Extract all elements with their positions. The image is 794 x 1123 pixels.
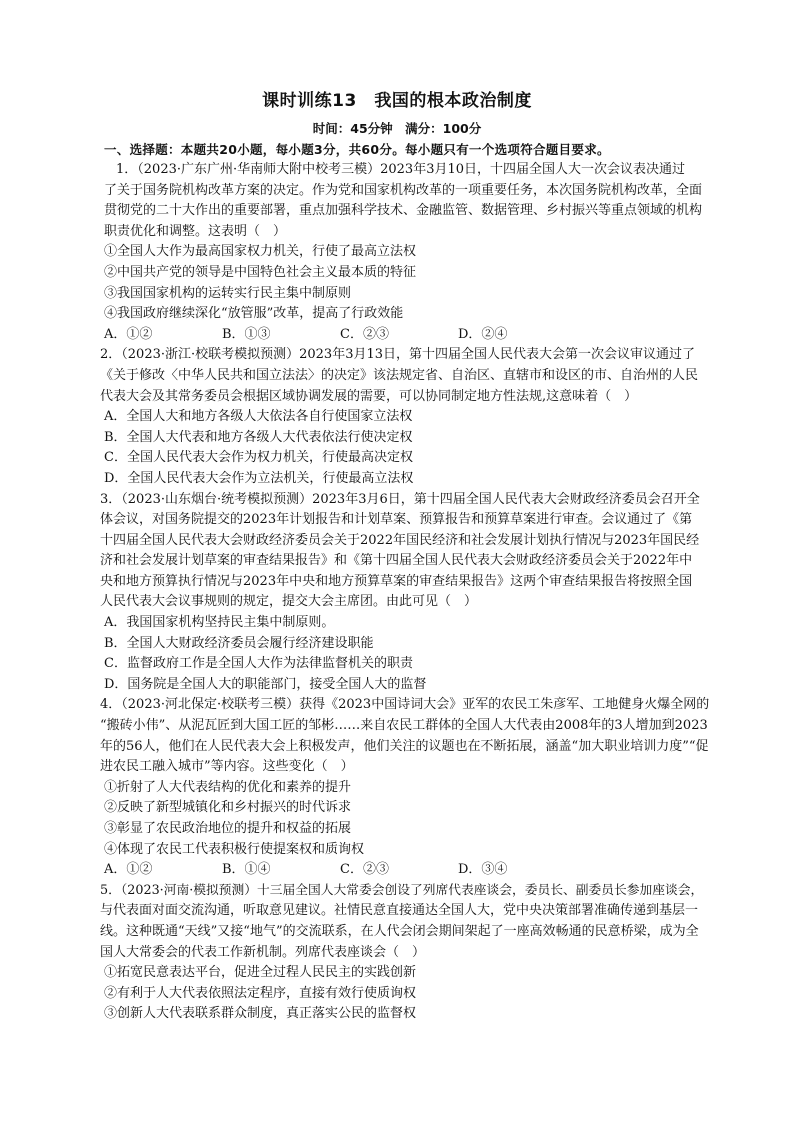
question-stem-line: 人民代表大会议事规则的规定，提交大会主席团。由此可见（ ）	[100, 594, 478, 610]
option-b: B．全国人大财政经济委员会履行经济建设职能	[104, 635, 374, 651]
question-stem-line: 4．（2023·河北保定·校联考三模）获得《2023中国诗词大会》亚军的农民工朱彦军、工地健身火爆全网的	[100, 697, 710, 713]
question-stem-line: 央和地方预算执行情况与2023年中央和地方预算草案的审查结果报告》这两个审查结果报告将按照全国	[100, 573, 693, 589]
statement-item: ③彰显了农民政治地位的提升和权益的拓展	[104, 821, 352, 836]
option-a: A．全国人大和地方各级人大依法各自行使国家立法权	[104, 409, 413, 425]
option-d: D．全国人民代表大会作为立法机关，行使最高立法权	[104, 470, 414, 486]
choice-d: D．②④	[458, 326, 508, 342]
statement-item: ②反映了新型城镇化和乡村振兴的时代诉求	[104, 800, 352, 816]
choice-c: C．②③	[340, 862, 389, 878]
question-stem-line: 十四届全国人民代表大会财政经济委员会关于2022年国民经济和社会发展计划执行情况与2023年国民经	[100, 532, 700, 548]
option-b: B．全国人大代表和地方各级人大代表依法行使决定权	[104, 429, 413, 445]
statement-item: ②中国共产党的领导是中国特色社会主义最本质的特征	[104, 264, 417, 280]
statement-item: ①全国人大作为最高国家权力机关，行使了最高立法权	[104, 244, 417, 260]
question-stem-line: “搬砖小伟”、从泥瓦匠到大国工匠的邹彬……来自农民工群体的全国人大代表由2008年的3人增加到2023	[100, 718, 708, 734]
choice-a: A．①②	[104, 862, 153, 878]
question-stem-line: 年的56人，他们在人民代表大会上积极发声，他们关注的议题也在不断拓展，涵盖“加大职业培训力度”“促	[100, 738, 709, 754]
question-4	[100, 695, 710, 880]
question-stem-line: 进农民工融入城市”等内容。这些变化（ ）	[100, 759, 354, 775]
question-stem-line: 线。这种既通“天线”又接“地气”的交流联系，在人代会闭会期间架起了一座高效畅通的民意桥梁，成为全	[100, 923, 699, 939]
question-stem-line: 5．（2023·河南·模拟预测）十三届全国人大常委会创设了列席代表座谈会，委员长、副委员长参加座谈会，	[100, 882, 704, 898]
statement-item: ②有利于人大代表依照法定程序，直接有效行使质询权	[104, 985, 417, 1001]
choice-b: B．①④	[222, 862, 271, 878]
option-c: C．全国人民代表大会作为权力机关，行使最高决定权	[104, 450, 413, 466]
question-stem-line: 1．（2023·广东广州·华南师大附中校考三模）2023年3月10日，十四届全国人大一次会议表决通过	[116, 162, 686, 177]
question-stem-line: 代表大会及其常务委员会根据区域协调发展的需要，可以协同制定地方性法规,这意味着（ ）	[100, 388, 638, 404]
choice-c: C．②③	[340, 326, 389, 342]
question-3	[100, 490, 704, 696]
statement-item: ③创新人大代表联系群众制度，真正落实公民的监督权	[104, 1006, 417, 1022]
question-stem-line: 与代表面对面交流沟通，听取意见建议。社情民意直接通达全国人大，党中央决策部署准确传递到基层一	[100, 903, 699, 919]
page-title: 课时训练13 我国的根本政治制度	[262, 91, 532, 111]
choice-a: A．①②	[104, 326, 153, 342]
statement-item: ④我国政府继续深化“放管服”改革，提高了行政效能	[104, 306, 404, 322]
choice-b: B．①③	[222, 326, 271, 342]
section-heading: 一、选择题：本题共20小题，每小题3分，共60分。每小题只有一个选项符合题目要求。	[104, 142, 610, 157]
option-d: D．国务院是全国人大的职能部门，接受全国人大的监督	[104, 676, 427, 692]
question-stem-line: 了关于国务院机构改革方案的决定。作为党和国家机构改革的一项重要任务，本次国务院机构改革，全面	[104, 182, 703, 198]
choice-row	[100, 860, 704, 881]
statement-item: ①折射了人大代表结构的优化和素养的提升	[104, 779, 352, 795]
question-stem-line: 贯彻党的二十大作出的重要部署，重点加强科学技术、金融监管、数据管理、乡村振兴等重点领域的机构	[104, 203, 703, 219]
question-1	[104, 160, 704, 345]
statement-item: ③我国国家机构的运转实行民主集中制原则	[104, 285, 352, 301]
time-score-line: 时间：45分钟 满分：100分	[312, 121, 482, 136]
choice-row	[104, 325, 704, 346]
statement-item: ①拓宽民意表达平台，促进全过程人民民主的实践创新	[104, 965, 417, 981]
question-stem-line: 职责优化和调整。这表明（ ）	[104, 223, 287, 239]
option-c: C．监督政府工作是全国人大作为法律监督机关的职责	[104, 656, 413, 672]
question-2	[100, 345, 704, 489]
statement-item: ④体现了农民工代表积极行使提案权和质询权	[104, 841, 365, 857]
question-5	[100, 881, 704, 1025]
question-stem-line: 体会议，对国务院提交的2023年计划报告和计划草案、预算报告和预算草案进行审查。会议通过了《第	[100, 512, 693, 528]
question-stem-line: 国人大常委会的代表工作新机制。列席代表座谈会（ ）	[100, 944, 426, 960]
question-stem-line: 《关于修改〈中华人民共和国立法法〉的决定》该法规定省、自治区、直辖市和设区的市、自治州的人民	[100, 367, 699, 383]
question-stem-line: 2．（2023·浙江·校联考模拟预测）2023年3月13日，第十四届全国人民代表大会第一次会议审议通过了	[100, 347, 696, 363]
question-stem-line: 3．（2023·山东烟台·统考模拟预测）2023年3月6日，第十四届全国人民代表大会财政经济委员会召开全	[100, 491, 700, 507]
question-stem-line: 济和社会发展计划草案的审查结果报告》和《第十四届全国人民代表大会财政经济委员会关于2022年中	[100, 553, 693, 569]
option-a: A．我国国家机构坚持民主集中制原则。	[104, 615, 335, 631]
choice-d: D．③④	[458, 862, 508, 878]
questions-container	[100, 160, 710, 1025]
